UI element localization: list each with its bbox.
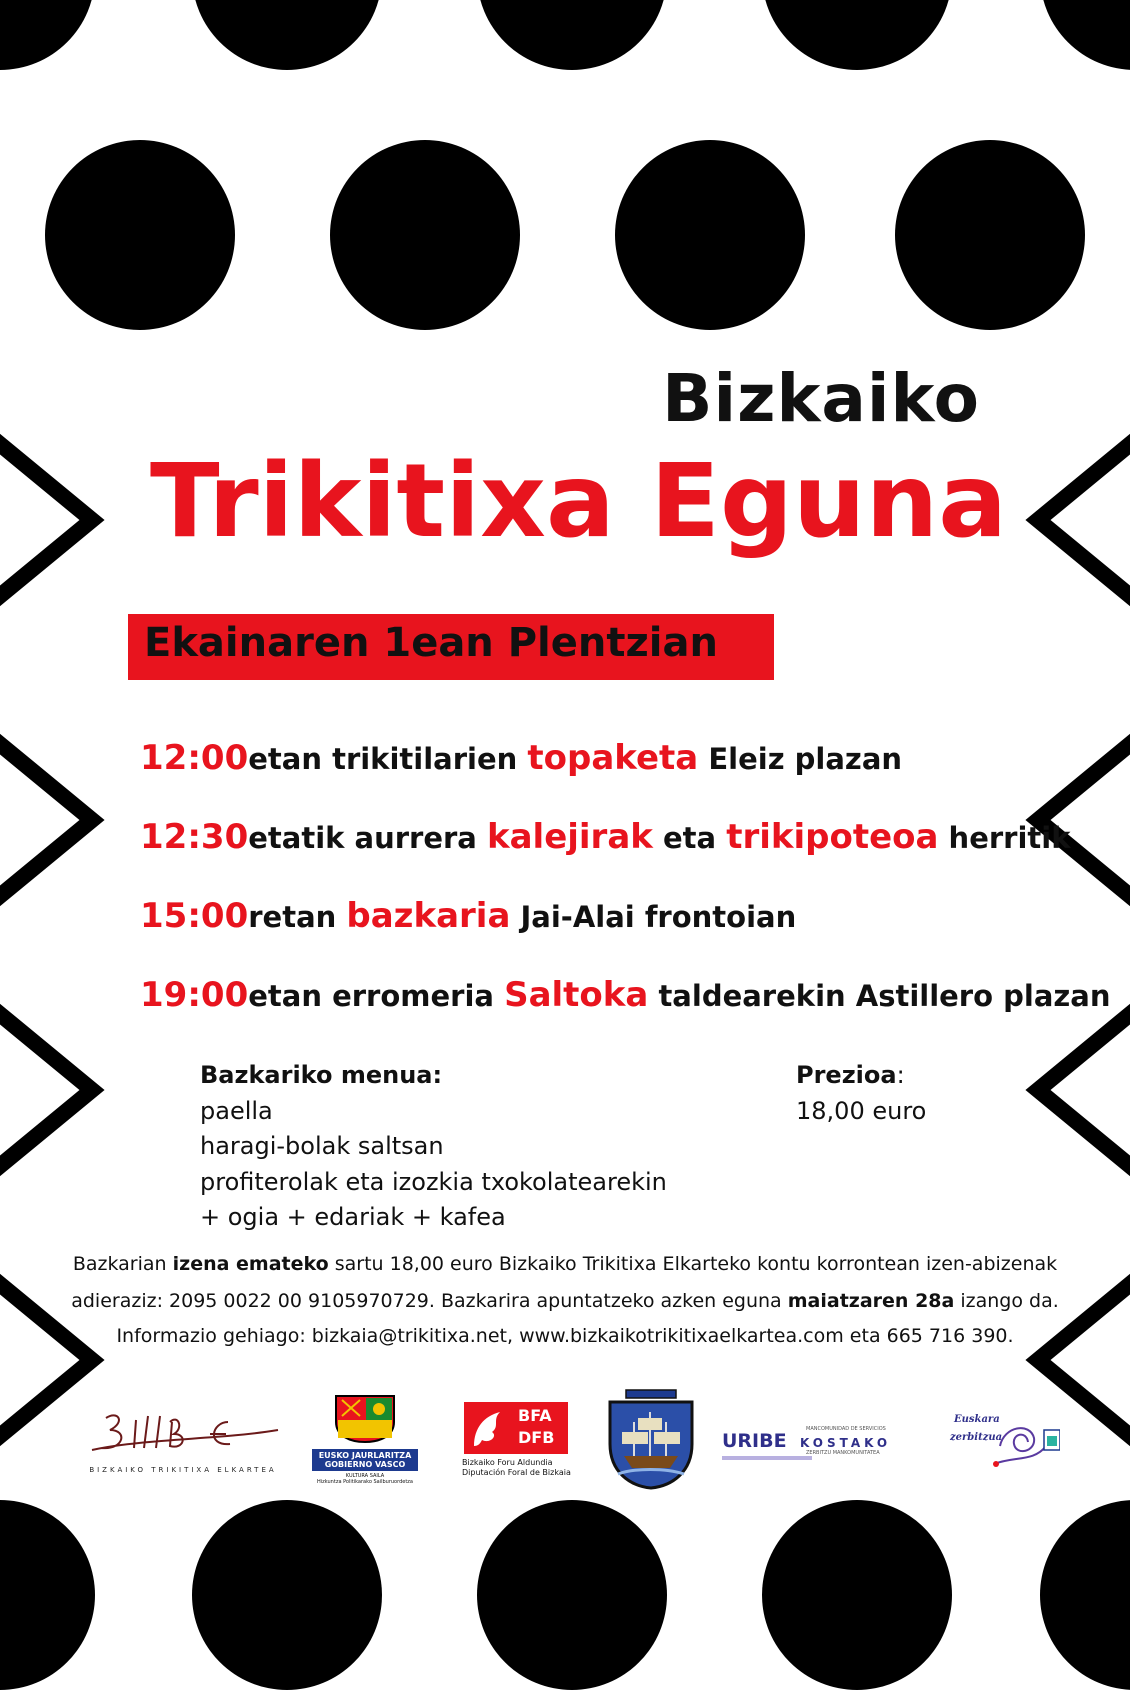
bfa-symbol-icon [470,1408,506,1450]
gv-line1: EUSKO JAURLARITZA [318,1451,412,1460]
euskara-text-1: Euskara [954,1414,1000,1425]
info-line [40,1253,1090,1275]
schedule-text: etan erromeria [248,979,505,1013]
decorative-dot [615,140,805,330]
decorative-dot [45,140,235,330]
menu-item: profiterolak eta izozkia txokolatearekin [200,1167,667,1196]
decorative-dot [0,1500,95,1690]
info-text: Bazkarian [72,1253,173,1275]
schedule-item [140,817,1071,857]
decorative-dot [762,1500,952,1690]
bfa-line1: BFA [518,1406,552,1425]
schedule-highlight: Saltoka [504,975,649,1015]
info-bold: maiatzaren 28a [787,1290,955,1312]
uribe-name: URIBE [722,1430,787,1452]
schedule-text: Eleiz plazan [698,742,903,776]
signature-icon [78,1408,288,1458]
schedule-text: eta [652,821,727,855]
info-line [40,1290,1090,1312]
info-bold: izena emateko [172,1253,329,1275]
gv-sub1: KULTURA SAILA [345,1473,385,1479]
info-text: adieraziz: 2095 0022 00 9105970729. Bazkarira apuntatzeko azken eguna [71,1290,788,1312]
uribe-kostako-logo [722,1428,922,1468]
bfa-logo [462,1402,582,1482]
decorative-dot [762,0,952,70]
decorative-dot [192,1500,382,1690]
schedule-item [140,896,796,936]
plentzia-shield-logo [604,1382,698,1492]
schedule-highlight: trikipoteoa [726,817,939,857]
info-contact: Informazio gehiago: bizkaia@trikitixa.net, www.bizkaikotrikitixaelkartea.com eta 665 716 390. [116,1325,1014,1347]
decorative-dot [0,0,95,70]
bfa-sub1: Bizkaiko Foru Aldundia [462,1458,553,1467]
menu-item: + ogia + edariak + kafea [200,1203,506,1231]
swirl-icon [990,1416,1060,1470]
menu-item: haragi-bolak saltsan [200,1132,444,1160]
uribe-color-bar [722,1456,812,1460]
schedule-item [140,738,902,778]
decorative-dot [477,1500,667,1690]
schedule-time: 12:00 [140,738,249,778]
schedule-text: Jai-Alai frontoian [510,900,797,934]
elkartea-name: BIZKAIKO TRIKITIXA ELKARTEA [89,1466,277,1474]
price-heading [796,1058,926,1094]
bfa-badge [464,1402,568,1454]
uribe-kostako: KOSTAKO [800,1436,892,1450]
schedule-text: herritik [938,821,1071,855]
schedule-text: taldearekin Astillero plazan [648,979,1111,1013]
date-banner [128,614,774,680]
schedule-text: retan [248,900,347,934]
schedule-time: 15:00 [140,896,249,936]
info-text: izango da. [954,1290,1059,1312]
decorative-dot [477,0,667,70]
bfa-sub2: Diputación Foral de Bizkaia [462,1468,571,1477]
price-colon: : [896,1061,905,1089]
price-heading-label: Prezioa [796,1061,897,1089]
schedule-highlight: topaketa [527,738,699,778]
gv-line2: GOBIERNO VASCO [324,1460,406,1469]
elkartea-logo [78,1408,288,1478]
date-banner-text: Ekainaren 1ean Plentzian [144,620,718,666]
decorative-chevron-right [1010,420,1130,1480]
price-block [796,1058,926,1129]
decorative-dot [330,140,520,330]
menu-heading: Bazkariko menua: [200,1061,443,1089]
gv-sub2: Hizkuntza Politikarako Sailburuordetza [317,1479,413,1485]
euskara-text-2: zerbitzua [950,1432,1003,1443]
schedule-item [140,975,1111,1015]
schedule-time: 19:00 [140,975,249,1015]
decorative-chevron-left [0,420,120,1480]
bfa-line2: DFB [518,1428,555,1447]
decorative-dot [1040,0,1130,70]
gobierno-vasco-logo [312,1392,418,1492]
schedule-time: 12:30 [140,817,249,857]
coat-of-arms-icon [330,1392,400,1444]
schedule-highlight: kalejirak [486,817,653,857]
event-subtitle: Bizkaiko [662,360,980,437]
schedule-text: etan trikitilarien [248,742,528,776]
info-text: sartu 18,00 euro Bizkaiko Trikitixa Elkarteko kontu korrontean izen-abizenak [328,1253,1058,1275]
lunch-menu [200,1058,667,1236]
uribe-small2: ZERBITZU MANKOMUNITATEA [806,1450,880,1456]
event-title: Trikitixa Eguna [150,442,1008,561]
info-line [40,1325,1090,1347]
decorative-dot [1040,1500,1130,1690]
euskara-zerbitzua-logo [950,1414,1060,1474]
price-value: 18,00 euro [796,1096,927,1125]
schedule-text: etatik aurrera [248,821,487,855]
schedule-highlight: bazkaria [346,896,511,936]
shield-icon [604,1382,698,1492]
gv-banner [312,1449,418,1471]
uribe-small1: MANCOMUNIDAD DE SERVICIOS [806,1426,886,1432]
decorative-dot [192,0,382,70]
decorative-dot [895,140,1085,330]
menu-item: paella [200,1096,273,1125]
